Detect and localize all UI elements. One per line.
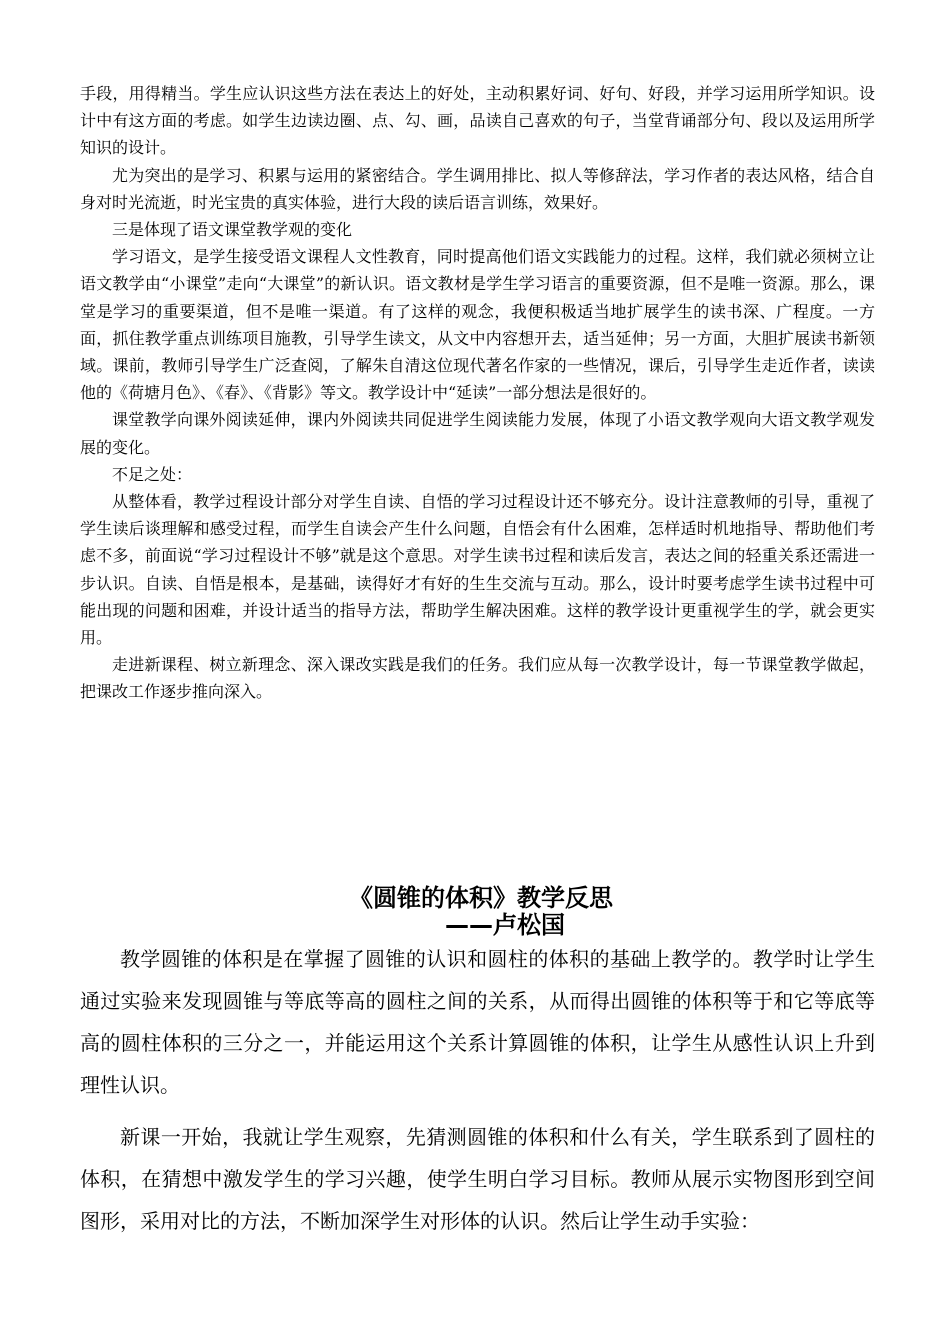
article-header — [0, 884, 950, 938]
paragraph: 学习语文，是学生接受语文课程人文性教育，同时提高他们语文实践能力的过程。这样，我们就必须树立让语文教学由“小课堂”走向“大课堂”的新认识。语文教材是学生学习语言的重要资源，但不是唯一资源。那么，课堂是学习的重要渠道，但不是唯一渠道。有了这样的观念，我便积极适当地扩展学生的读书深、广程度。一方面，抓住教学重点训练项目施教，引导学生读文，从文中内容想开去，适当延伸；另一方面，大胆扩展读书新领域。课前，教师引导学生广泛查阅，了解朱自清这位现代著名作家的一些情况，课后，引导学生走近作者，读读他的《荷塘月色》、《春》、《背影》等文。教学设计中“延读”一部分想法是很好的。 — [80, 247, 875, 403]
paragraph: 手段，用得精当。学生应认识这些方法在表达上的好处，主动积累好词、好句、好段，并学习运用所学知识。设计中有这方面的考虑。如学生边读边圈、点、勾、画，品读自己喜欢的句子，当堂背诵部分句、段以及运用所学知识的设计。 — [80, 84, 875, 158]
paragraph: 课堂教学向课外阅读延伸，课内外阅读共同促进学生阅读能力发展，体现了小语文教学观向大语文教学观发展的变化。 — [80, 410, 875, 457]
paragraph: 从整体看，教学过程设计部分对学生自读、自悟的学习过程设计还不够充分。设计注意教师的引导，重视了学生读后谈理解和感受过程，而学生自读会产生什么问题，自悟会有什么困难，怎样适时机地指导、帮助他们考虑不多，前面说“学习过程设计不够”就是这个意思。对学生读书过程和读后发言，表达之间的轻重关系还需进一步认识。自读、自悟是根本，是基础，读得好才有好的生生交流与互动。那么，设计时要考虑学生读书过程中可能出现的问题和困难，并设计适当的指导方法，帮助学生解决困难。这样的教学设计更重视学生的学，就会更实用。 — [80, 492, 875, 648]
paragraph: 走进新课程、树立新理念、深入课改实践是我们的任务。我们应从每一次教学设计，每一节课堂教学做起，把课改工作逐步推向深入。 — [80, 655, 875, 702]
article-body — [80, 938, 875, 1242]
paragraph: 教学圆锥的体积是在掌握了圆锥的认识和圆柱的体积的基础上教学的。教学时让学生通过实验来发现圆锥与等底等高的圆柱之间的关系，从而得出圆锥的体积等于和它等底等高的圆柱体积的三分之一，并能运用这个关系计算圆锥的体积，让学生从感性认识上升到理性认识。 — [80, 947, 875, 1097]
section-heading: 不足之处： — [112, 464, 193, 484]
paragraph: 尤为突出的是学习、积累与运用的紧密结合。学生调用排比、拟人等修辞法，学习作者的表达风格，结合自身对时光流逝，时光宝贵的真实体验，进行大段的读后语言训练，效果好。 — [80, 165, 875, 212]
article-author: ——卢松国 — [445, 911, 565, 939]
article-title: 《圆锥的体积》教学反思 — [349, 884, 613, 912]
previous-article-continuation — [80, 80, 875, 706]
section-heading: 三是体现了语文课堂教学观的变化 — [112, 220, 353, 240]
paragraph: 新课一开始，我就让学生观察，先猜测圆锥的体积和什么有关，学生联系到了圆柱的体积，在猜想中激发学生的学习兴趣，使学生明白学习目标。教师从展示实物图形到空间图形，采用对比的方法，不断加深学生对形体的认识。然后让学生动手实验： — [80, 1125, 875, 1233]
